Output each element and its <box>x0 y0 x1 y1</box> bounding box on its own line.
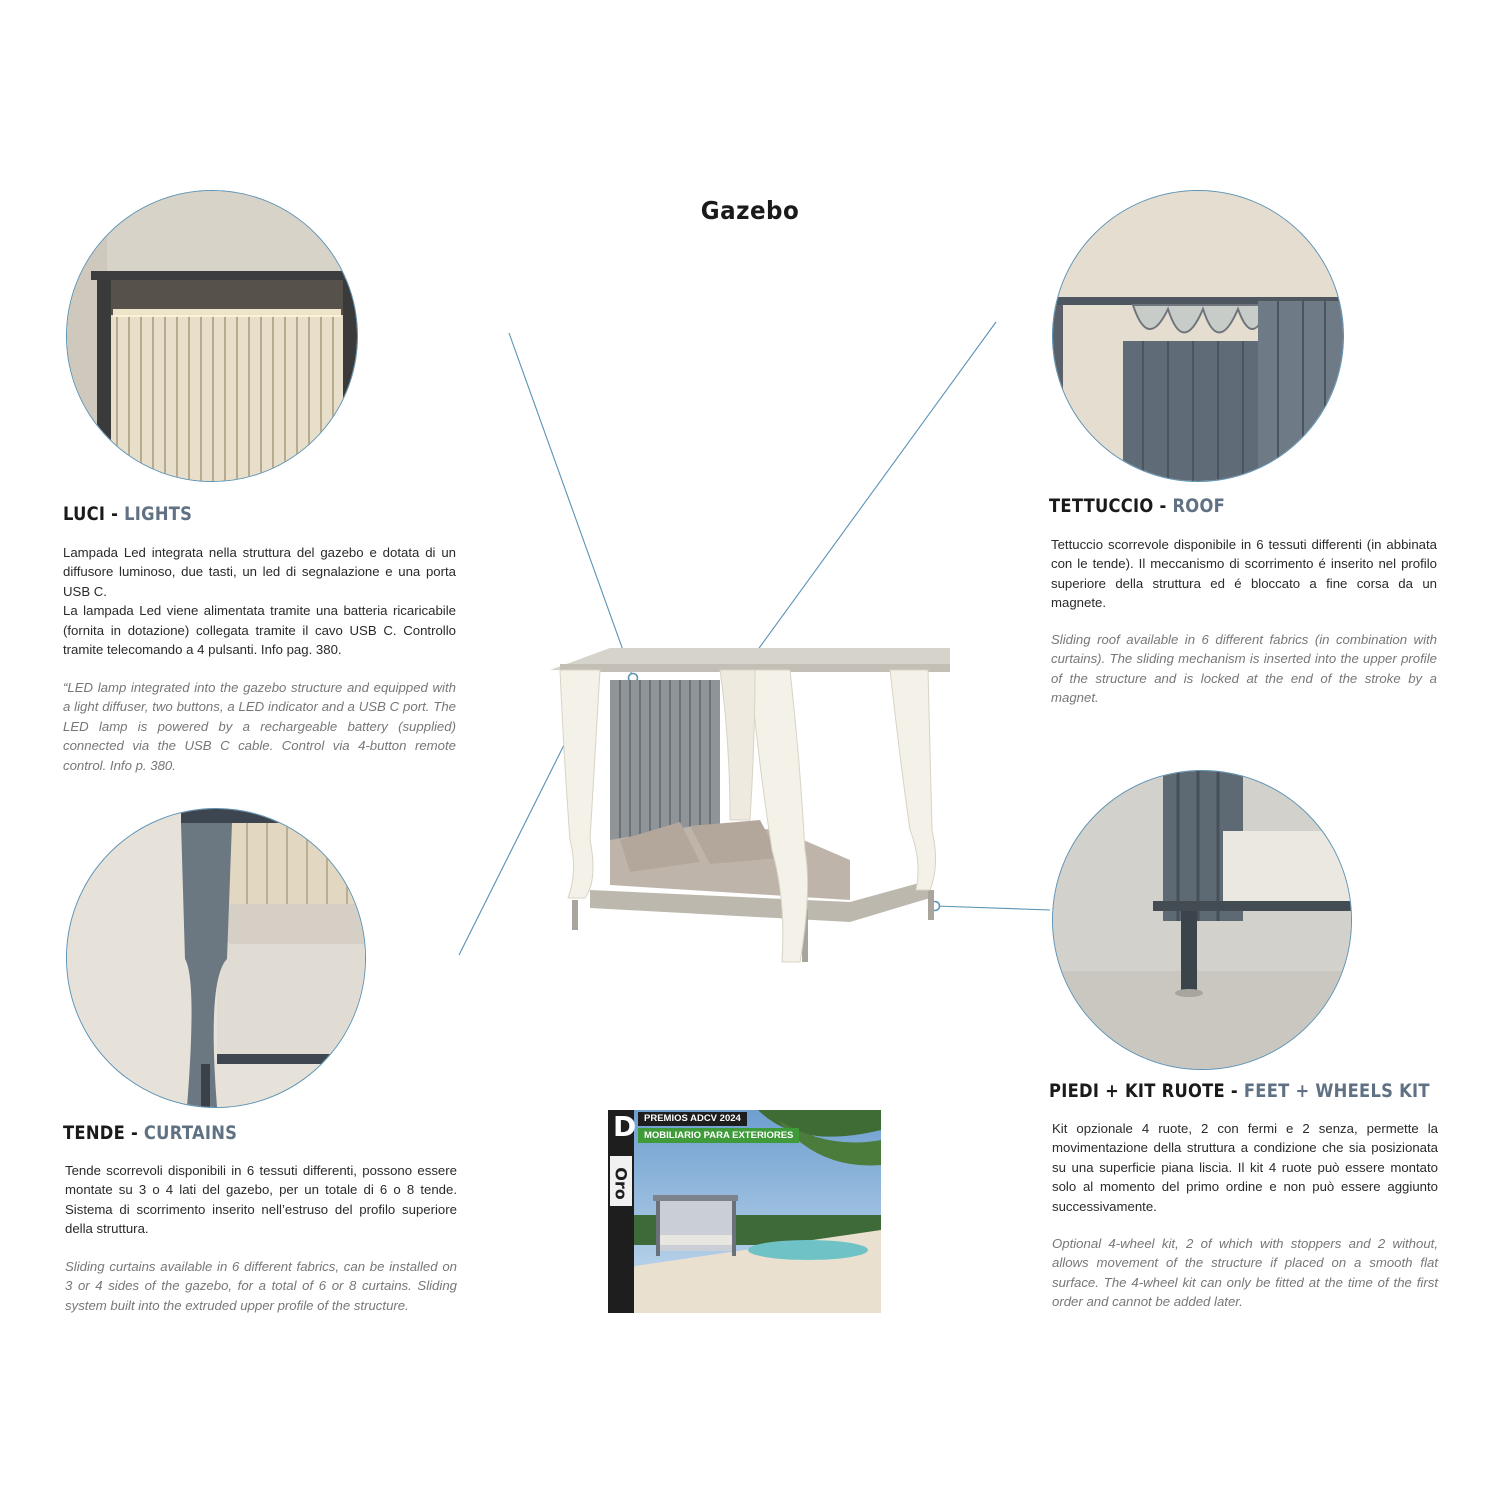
lights-paragraph-2: La lampada Led viene alimentata tramite una batteria ricaricabile (fornita in dotazione) collegata tramite il cavo USB C. Controllo tramite telecomando a 4 pulsanti. Info pag. 380. <box>63 603 456 658</box>
award-logo-letter: D <box>613 1110 637 1143</box>
roof-text-it: Tettuccio scorrevole disponibile in 6 tessuti differenti (in abbinata con le tende). Il meccanismo di scorrimento é inserito nel profilo superiore della struttura ed é bloccato a fine corsa da un magnete. <box>1051 537 1437 611</box>
lights-text-en: “LED lamp integrated into the gazebo structure and equipped with a light diffuser, two buttons, a LED indicator and a USB C port. The LED lamp is powered by a rechargeable battery (supplied) connected via the USB C cable. Control via 4-button remote control. Info p. 380. <box>63 680 456 773</box>
curtains-heading-en: CURTAINS <box>143 1122 238 1144</box>
lights-heading-en: LIGHTS <box>124 503 193 525</box>
curtains-text-en: Sliding curtains available in 6 different fabrics, can be installed on 3 or 4 sides of the gazebo, for a total of 6 or 8 curtains. Sliding system built into the extruded upper profile of the structure. <box>65 1259 457 1313</box>
curtains-text-it: Tende scorrevoli disponibili in 6 tessuti differenti, possono essere montate su 3 o 4 lati del gazebo, per un totale di 6 o 8 tende. Sistema di scorrimento inserito nell’estruso del profilo superiore della struttura. <box>65 1163 457 1237</box>
feet-leader-line <box>935 906 1050 910</box>
feet-text-en: Optional 4-wheel kit, 2 of which with stoppers and 2 without, allows movement of the structure if placed on a smooth flat surface. The 4-wheel kit can only be fitted at the time of the first order and cannot be added later. <box>1052 1236 1438 1310</box>
roof-heading-it: TETTUCCIO - <box>1049 495 1173 517</box>
feet-detail-image <box>1052 770 1352 1070</box>
roof-leader-line <box>733 322 996 684</box>
curtains-detail-image <box>66 808 366 1108</box>
award-badge-image <box>608 1110 881 1313</box>
feet-heading-it: PIEDI + KIT RUOTE - <box>1049 1080 1244 1102</box>
lights-heading <box>63 503 192 525</box>
feet-heading <box>1049 1080 1430 1102</box>
curtains-heading-it: TENDE - <box>63 1122 144 1144</box>
feet-text-it: Kit opzionale 4 ruote, 2 con fermi e 2 senza, permette la movimentazione della struttura a condizione che sia posizionata su una superficie piana liscia. Il kit 4 ruote può essere montato solo al momento del primo ordine e non può essere aggiunto successivamente. <box>1052 1121 1438 1214</box>
feet-heading-en: FEET + WHEELS KIT <box>1243 1080 1430 1102</box>
lights-leader-line <box>509 333 633 678</box>
lights-text-it <box>63 543 456 659</box>
award-category: MOBILIARIO PARA EXTERIORES <box>638 1128 799 1143</box>
lights-paragraph-1: Lampada Led integrata nella struttura del gazebo e dotata di un diffusore luminoso, due tasti, un led di segnalazione e una porta USB C. <box>63 545 456 599</box>
curtains-heading <box>63 1122 237 1144</box>
lights-detail-image <box>66 190 358 482</box>
roof-heading <box>1049 495 1225 517</box>
roof-heading-en: ROOF <box>1172 495 1226 517</box>
lights-heading-it: LUCI - <box>63 503 125 525</box>
award-medal-label: Oro <box>611 1167 631 1200</box>
page-title: Gazebo <box>700 196 800 225</box>
award-title: PREMIOS ADCV 2024 <box>638 1112 747 1126</box>
roof-detail-image <box>1052 190 1344 482</box>
roof-text-en: Sliding roof available in 6 different fabrics (in combination with curtains). The sliding mechanism is inserted into the upper profile of the structure and is locked at the end of the stroke by a magnet. <box>1051 632 1437 706</box>
gazebo-product-image <box>550 640 950 970</box>
